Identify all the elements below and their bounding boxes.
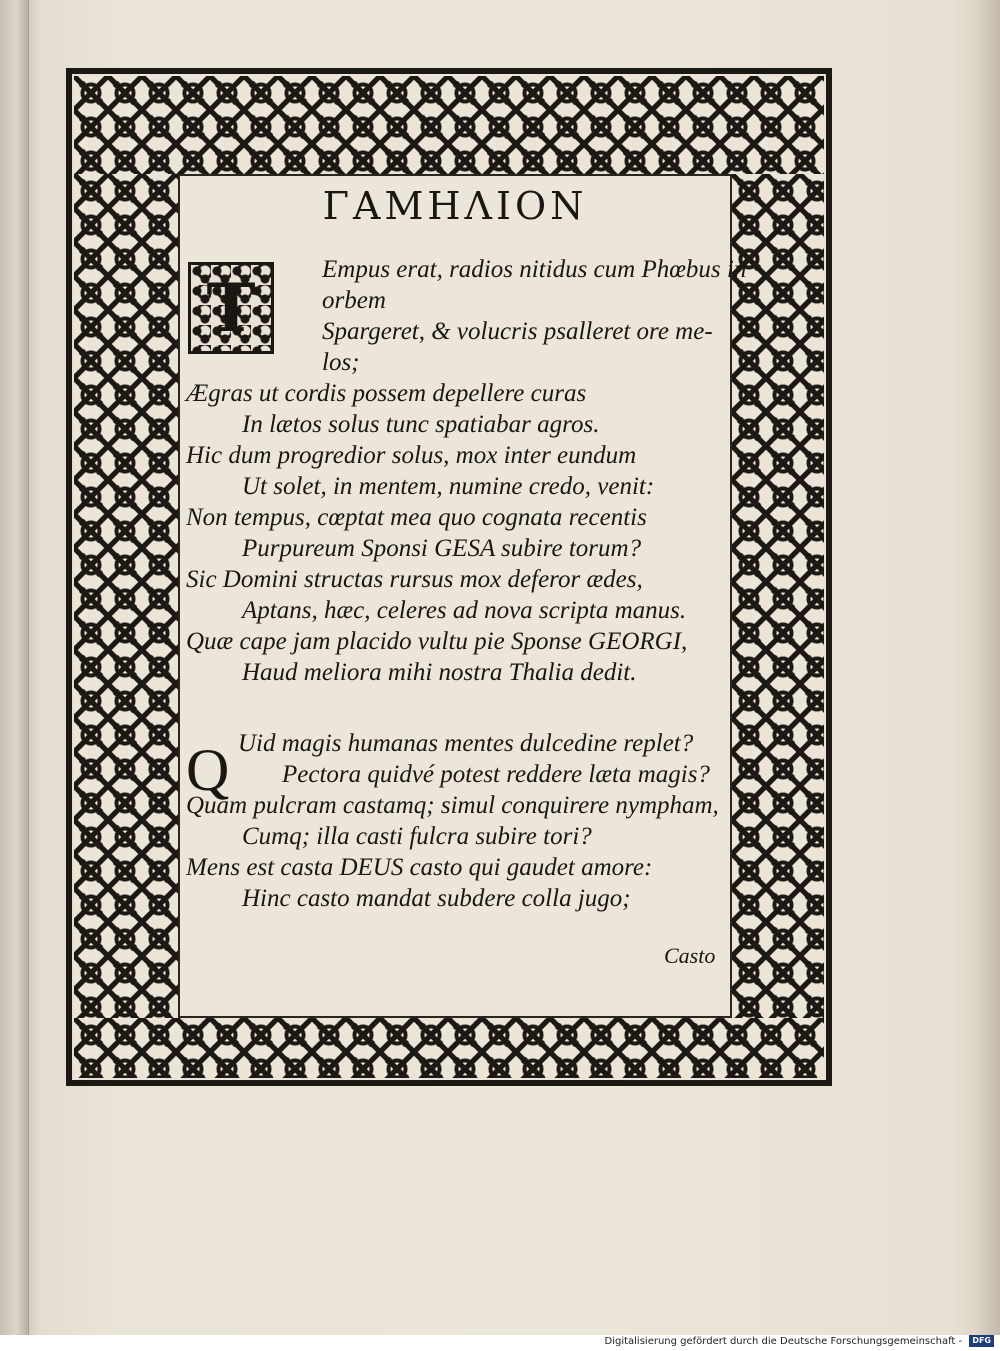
footer-credit: Digitalisierung gefördert durch die Deutsche Forschungsgemeinschaft - <box>604 1335 963 1347</box>
poem-stanza-1 <box>186 254 746 914</box>
catchword: Casto <box>664 943 716 968</box>
verse-line: Purpureum Sponsi GESA subire torum? <box>242 535 642 562</box>
initial-q: Q <box>186 737 230 803</box>
verse-line: Spargeret, & volucris psalleret ore me- <box>322 318 713 345</box>
page-title: ΓΑΜΗΛΙΟΝ <box>322 184 588 228</box>
verse-line: In lætos solus tunc spatiabar agros. <box>242 411 600 438</box>
verse-line: Ut solet, in mentem, numine credo, venit: <box>242 473 655 500</box>
verse-line: orbem <box>322 287 386 314</box>
decorated-initial-t: T <box>188 262 274 354</box>
stanza-gap <box>186 688 746 728</box>
verse-line: Quæ cape jam placido vultu pie Sponse GEORGI, <box>186 628 688 655</box>
verse-line: Uid magis humanas mentes dulcedine replet? <box>238 730 694 757</box>
verse-line: Haud meliora mihi nostra Thalia dedit. <box>242 659 637 686</box>
verse-line: Pectora quidvé potest reddere læta magis? <box>282 761 710 788</box>
verse-line: Hinc casto mandat subdere colla jugo; <box>242 885 631 912</box>
verse-line: Aptans, hæc, celeres ad nova scripta manus. <box>242 597 687 624</box>
verse-line: Hic dum progredior solus, mox inter eundum <box>186 442 637 469</box>
verse-line: Ægras ut cordis possem depellere curas <box>186 380 587 407</box>
verse-line: los; <box>322 349 360 376</box>
verse-line: Cumq; illa casti fulcra subire tori? <box>242 823 592 850</box>
verse-line: Mens est casta DEUS casto qui gaudet amore: <box>186 854 653 881</box>
dfg-logo: DFG <box>969 1335 994 1347</box>
verse-line: Quam pulcram castamq; simul conquirere nympham, <box>186 792 719 819</box>
verse-line: Empus erat, radios nitidus cum Phœbus in <box>322 256 747 283</box>
verse-line: Non tempus, cœptat mea quo cognata recentis <box>186 504 647 531</box>
digitization-footer <box>0 1335 1000 1351</box>
verse-line: Sic Domini structas rursus mox deferor ædes, <box>186 566 643 593</box>
adjacent-page-edge <box>0 0 29 1335</box>
page-edge-shadow <box>974 0 1000 1335</box>
